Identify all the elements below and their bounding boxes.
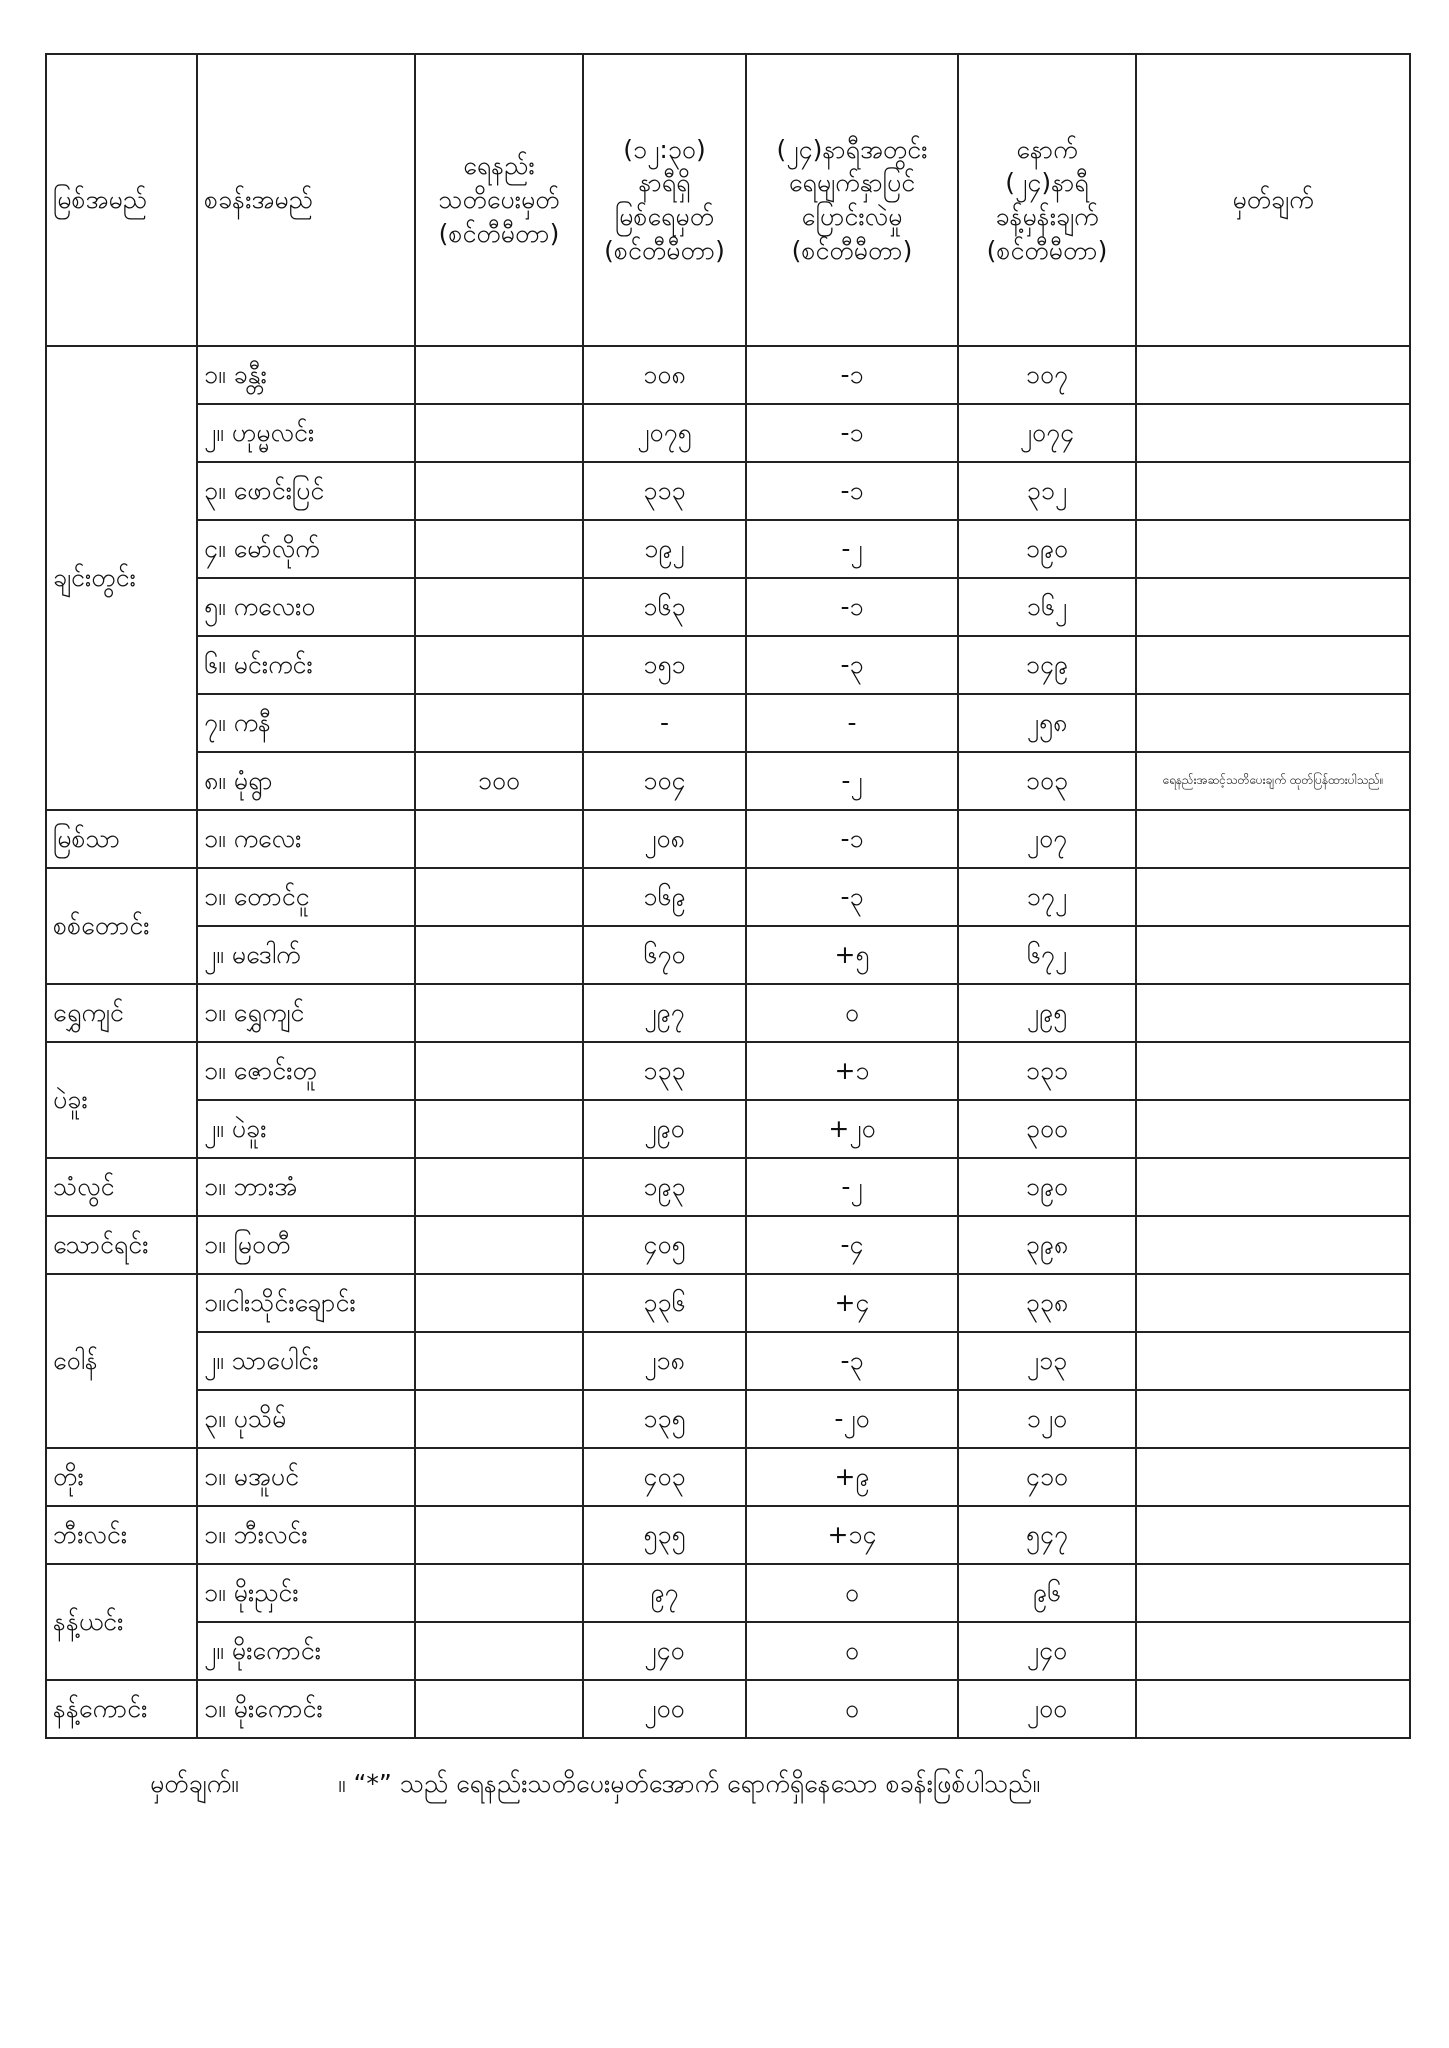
header-change-line: ရေမျက်နှာပြင်	[788, 168, 916, 198]
table-row	[46, 1042, 1410, 1100]
station-name: ၁။ငါးသိုင်းချောင်း	[197, 1274, 415, 1332]
station-name: ၂။ ဟုမ္မလင်း	[197, 404, 415, 462]
forecast-cell: ၃၁၂	[958, 462, 1136, 520]
forecast-cell: ၂၀၇	[958, 810, 1136, 868]
forecast-cell: ၂၉၅	[958, 984, 1136, 1042]
danger-level-cell	[415, 1158, 583, 1216]
remark-cell	[1136, 810, 1410, 868]
water-level-cell: ၁၆၉	[583, 868, 746, 926]
danger-level-cell	[415, 1622, 583, 1680]
water-level-cell: ၃၁၃	[583, 462, 746, 520]
remark-cell	[1136, 1448, 1410, 1506]
table-row	[46, 868, 1410, 926]
forecast-cell: ၄၁၀	[958, 1448, 1136, 1506]
table-row	[46, 1622, 1410, 1680]
water-level-cell: ၄၀၅	[583, 1216, 746, 1274]
station-name: ၂။ ပဲခူး	[197, 1100, 415, 1158]
header-river: မြစ်အမည်	[46, 54, 197, 346]
forecast-cell: ၁၆၂	[958, 578, 1136, 636]
forecast-cell: ၂၁၃	[958, 1332, 1136, 1390]
station-name: ၅။ ကလေးဝ	[197, 578, 415, 636]
remark-cell	[1136, 1622, 1410, 1680]
header-forecast	[958, 54, 1136, 346]
river-name: မြစ်သာ	[46, 810, 197, 868]
station-name: ၆။ မင်းကင်း	[197, 636, 415, 694]
header-level-line: (စင်တီမီတာ)	[604, 235, 725, 265]
table-row	[46, 636, 1410, 694]
footnote-label: မှတ်ချက်။	[150, 1769, 239, 1798]
water-level-cell: ၄၀၃	[583, 1448, 746, 1506]
danger-level-cell	[415, 520, 583, 578]
level-change-cell: +၄	[746, 1274, 958, 1332]
station-name: ၁။ တောင်ငူ	[197, 868, 415, 926]
river-name: ချင်းတွင်း	[46, 346, 197, 810]
forecast-cell: ၂၀၇၄	[958, 404, 1136, 462]
table-row	[46, 578, 1410, 636]
danger-level-cell	[415, 404, 583, 462]
level-change-cell: +၁၄	[746, 1506, 958, 1564]
level-change-cell: -၂၀	[746, 1390, 958, 1448]
table-row	[46, 1158, 1410, 1216]
danger-level-cell	[415, 346, 583, 404]
header-danger-level	[415, 54, 583, 346]
level-change-cell: -၁	[746, 810, 958, 868]
header-forecast-line: ခန့်မှန်းချက်	[995, 202, 1099, 231]
water-level-cell: ၁၉၂	[583, 520, 746, 578]
table-row	[46, 462, 1410, 520]
station-name: ၄။ မော်လိုက်	[197, 520, 415, 578]
header-forecast-line: နောက်	[1016, 134, 1078, 164]
danger-level-cell	[415, 1042, 583, 1100]
forecast-cell: ၃၃၈	[958, 1274, 1136, 1332]
level-change-cell: -၁	[746, 578, 958, 636]
table-row	[46, 404, 1410, 462]
station-name: ၂။ မဒေါက်	[197, 926, 415, 984]
station-name: ၃။ ပုသိမ်	[197, 1390, 415, 1448]
header-forecast-line: (၂၄)နာရီ	[1005, 168, 1089, 198]
header-remark: မှတ်ချက်	[1136, 54, 1410, 346]
level-change-cell: -၂	[746, 1158, 958, 1216]
table-row	[46, 926, 1410, 984]
forecast-cell: ၁၉၀	[958, 1158, 1136, 1216]
danger-level-cell	[415, 1390, 583, 1448]
water-level-cell: ၁၅၁	[583, 636, 746, 694]
danger-level-cell	[415, 1274, 583, 1332]
danger-level-cell	[415, 1680, 583, 1738]
water-level-cell: ၁၃၃	[583, 1042, 746, 1100]
level-change-cell: ၀	[746, 1680, 958, 1738]
station-name: ၁။ ဇောင်းတူ	[197, 1042, 415, 1100]
danger-level-cell	[415, 636, 583, 694]
water-level-cell: ၆၇၀	[583, 926, 746, 984]
level-change-cell: -၃	[746, 1332, 958, 1390]
station-name: ၁။ မအူပင်	[197, 1448, 415, 1506]
danger-level-cell	[415, 1448, 583, 1506]
header-danger-line: သတိပေးမှတ်	[438, 185, 560, 215]
remark-cell	[1136, 346, 1410, 404]
station-name: ၈။ မုံရွာ	[197, 752, 415, 810]
danger-level-cell	[415, 926, 583, 984]
header-forecast-line: (စင်တီမီတာ)	[986, 235, 1108, 265]
forecast-cell: ၂၄၀	[958, 1622, 1136, 1680]
level-change-cell: -၃	[746, 868, 958, 926]
river-name: ရွှေကျင်	[46, 984, 197, 1042]
remark-cell	[1136, 868, 1410, 926]
danger-level-cell	[415, 984, 583, 1042]
river-name: စစ်တောင်း	[46, 868, 197, 984]
table-row	[46, 346, 1410, 404]
remark-cell	[1136, 1158, 1410, 1216]
danger-level-cell	[415, 1216, 583, 1274]
header-row	[46, 54, 1410, 346]
header-danger-line: (စင်တီမီတာ)	[438, 218, 560, 248]
table-row	[46, 1448, 1410, 1506]
level-change-cell: ၀	[746, 1564, 958, 1622]
remark-cell	[1136, 520, 1410, 578]
remark-cell	[1136, 1506, 1410, 1564]
forecast-cell: ၂၀၀	[958, 1680, 1136, 1738]
station-name: ၁။ မြဝတီ	[197, 1216, 415, 1274]
header-24h-change	[746, 54, 958, 346]
station-name: ၁။ မိုးညှင်း	[197, 1564, 415, 1622]
water-level-cell: ၂၉၇	[583, 984, 746, 1042]
level-change-cell: -၂	[746, 520, 958, 578]
remark-cell	[1136, 404, 1410, 462]
level-change-cell: -၁	[746, 404, 958, 462]
table-body	[46, 346, 1410, 1738]
table-row	[46, 1216, 1410, 1274]
danger-level-cell	[415, 1564, 583, 1622]
level-change-cell: +၅	[746, 926, 958, 984]
remark-cell	[1136, 694, 1410, 752]
table-row	[46, 1100, 1410, 1158]
level-change-cell: +၉	[746, 1448, 958, 1506]
river-name: ဝေါန်	[46, 1274, 197, 1448]
remark-cell	[1136, 1332, 1410, 1390]
river-name: သောင်ရင်း	[46, 1216, 197, 1274]
table-row	[46, 1274, 1410, 1332]
table-row	[46, 984, 1410, 1042]
station-name: ၇။ ကနီ	[197, 694, 415, 752]
forecast-cell: ၁၄၉	[958, 636, 1136, 694]
forecast-cell: ၁၀၇	[958, 346, 1136, 404]
level-change-cell: -၁	[746, 346, 958, 404]
danger-level-cell	[415, 694, 583, 752]
header-danger-line: ရေနည်း	[463, 151, 535, 181]
forecast-cell: ၃၉၈	[958, 1216, 1136, 1274]
remark-cell	[1136, 926, 1410, 984]
table-row	[46, 752, 1410, 810]
table-row	[46, 520, 1410, 578]
level-change-cell: -၃	[746, 636, 958, 694]
forecast-cell: ၁၃၁	[958, 1042, 1136, 1100]
forecast-cell: ၁၇၂	[958, 868, 1136, 926]
table-row	[46, 694, 1410, 752]
remark-cell	[1136, 578, 1410, 636]
level-change-cell: -၄	[746, 1216, 958, 1274]
level-change-cell: -၂	[746, 752, 958, 810]
header-level-line: နာရီရှိ	[638, 168, 691, 198]
remark-cell	[1136, 462, 1410, 520]
water-level-cell: ၉၇	[583, 1564, 746, 1622]
water-level-cell: ၂၁၈	[583, 1332, 746, 1390]
table-row	[46, 1564, 1410, 1622]
water-level-cell: ၁၉၃	[583, 1158, 746, 1216]
remark-cell	[1136, 1564, 1410, 1622]
forecast-cell: ၆၇၂	[958, 926, 1136, 984]
forecast-cell: ၃၀၀	[958, 1100, 1136, 1158]
forecast-cell: ၁၂၀	[958, 1390, 1136, 1448]
remark-cell	[1136, 984, 1410, 1042]
header-water-level	[583, 54, 746, 346]
water-level-cell: ၃၃၆	[583, 1274, 746, 1332]
remark-cell	[1136, 636, 1410, 694]
danger-level-cell: ၁၀၀	[415, 752, 583, 810]
water-level-cell: ၅၃၅	[583, 1506, 746, 1564]
river-name: ဘီးလင်း	[46, 1506, 197, 1564]
level-change-cell: ၀	[746, 984, 958, 1042]
remark-cell	[1136, 1274, 1410, 1332]
table-row	[46, 1332, 1410, 1390]
forecast-cell: ၉၆	[958, 1564, 1136, 1622]
station-name: ၁။ မိုးကောင်း	[197, 1680, 415, 1738]
water-level-cell: ၂၀၈	[583, 810, 746, 868]
danger-level-cell	[415, 810, 583, 868]
water-level-cell: ၂၀၇၅	[583, 404, 746, 462]
forecast-cell: ၅၄၇	[958, 1506, 1136, 1564]
level-change-cell: ၀	[746, 1622, 958, 1680]
station-name: ၁။ ရွှေကျင်	[197, 984, 415, 1042]
remark-cell	[1136, 1100, 1410, 1158]
water-level-cell: ၂၉၀	[583, 1100, 746, 1158]
river-name: တိုး	[46, 1448, 197, 1506]
table-row	[46, 1506, 1410, 1564]
remark-cell	[1136, 1042, 1410, 1100]
river-name: ပဲခူး	[46, 1042, 197, 1158]
forecast-cell: ၁၉၀	[958, 520, 1136, 578]
water-level-cell: ၁၀၈	[583, 346, 746, 404]
level-change-cell: +၂၀	[746, 1100, 958, 1158]
header-change-line: (၂၄)နာရီအတွင်း	[776, 134, 928, 164]
station-name: ၂။ သာပေါင်း	[197, 1332, 415, 1390]
danger-level-cell	[415, 1506, 583, 1564]
forecast-cell: ၁၀၃	[958, 752, 1136, 810]
remark-cell	[1136, 1390, 1410, 1448]
level-change-cell: -	[746, 694, 958, 752]
level-change-cell: -၁	[746, 462, 958, 520]
danger-level-cell	[415, 868, 583, 926]
level-change-cell: +၁	[746, 1042, 958, 1100]
footnote	[150, 1768, 1040, 1805]
water-level-cell: ၂၄၀	[583, 1622, 746, 1680]
table-row	[46, 1390, 1410, 1448]
station-name: ၁။ ဘားအံ	[197, 1158, 415, 1216]
river-name: နန့်ကောင်း	[46, 1680, 197, 1738]
water-level-cell: ၂၀၀	[583, 1680, 746, 1738]
station-name: ၁။ ဘီးလင်း	[197, 1506, 415, 1564]
table-row	[46, 1680, 1410, 1738]
remark-cell	[1136, 1680, 1410, 1738]
water-level-cell: -	[583, 694, 746, 752]
water-level-cell: ၁၃၅	[583, 1390, 746, 1448]
river-name: နန့်ယင်း	[46, 1564, 197, 1680]
river-level-table	[45, 53, 1411, 1739]
remark-cell: ရေနည်းအဆင့်သတိပေးချက် ထုတ်ပြန်ထားပါသည်။	[1136, 752, 1410, 810]
header-station: စခန်းအမည်	[197, 54, 415, 346]
station-name: ၁။ ခန္တီး	[197, 346, 415, 404]
river-name: သံလွင်	[46, 1158, 197, 1216]
danger-level-cell	[415, 1100, 583, 1158]
danger-level-cell	[415, 462, 583, 520]
station-name: ၁။ ကလေး	[197, 810, 415, 868]
header-change-line: ပြောင်းလဲမှု	[801, 202, 903, 231]
header-change-line: (စင်တီမီတာ)	[791, 235, 913, 265]
table-row	[46, 810, 1410, 868]
water-level-cell: ၁၀၄	[583, 752, 746, 810]
water-level-cell: ၁၆၃	[583, 578, 746, 636]
danger-level-cell	[415, 578, 583, 636]
danger-level-cell	[415, 1332, 583, 1390]
remark-cell	[1136, 1216, 1410, 1274]
station-name: ၂။ မိုးကောင်း	[197, 1622, 415, 1680]
forecast-cell: ၂၅၈	[958, 694, 1136, 752]
header-level-line: (၁၂:၃၀)	[623, 134, 706, 164]
header-level-line: မြစ်ရေမှတ်	[614, 202, 715, 231]
footnote-text: ။ “*” သည် ရေနည်းသတိပေးမှတ်အောက် ရောက်ရှိနေသော စခန်းဖြစ်ပါသည်။	[337, 1769, 1041, 1798]
station-name: ၃။ ဖောင်းပြင်	[197, 462, 415, 520]
